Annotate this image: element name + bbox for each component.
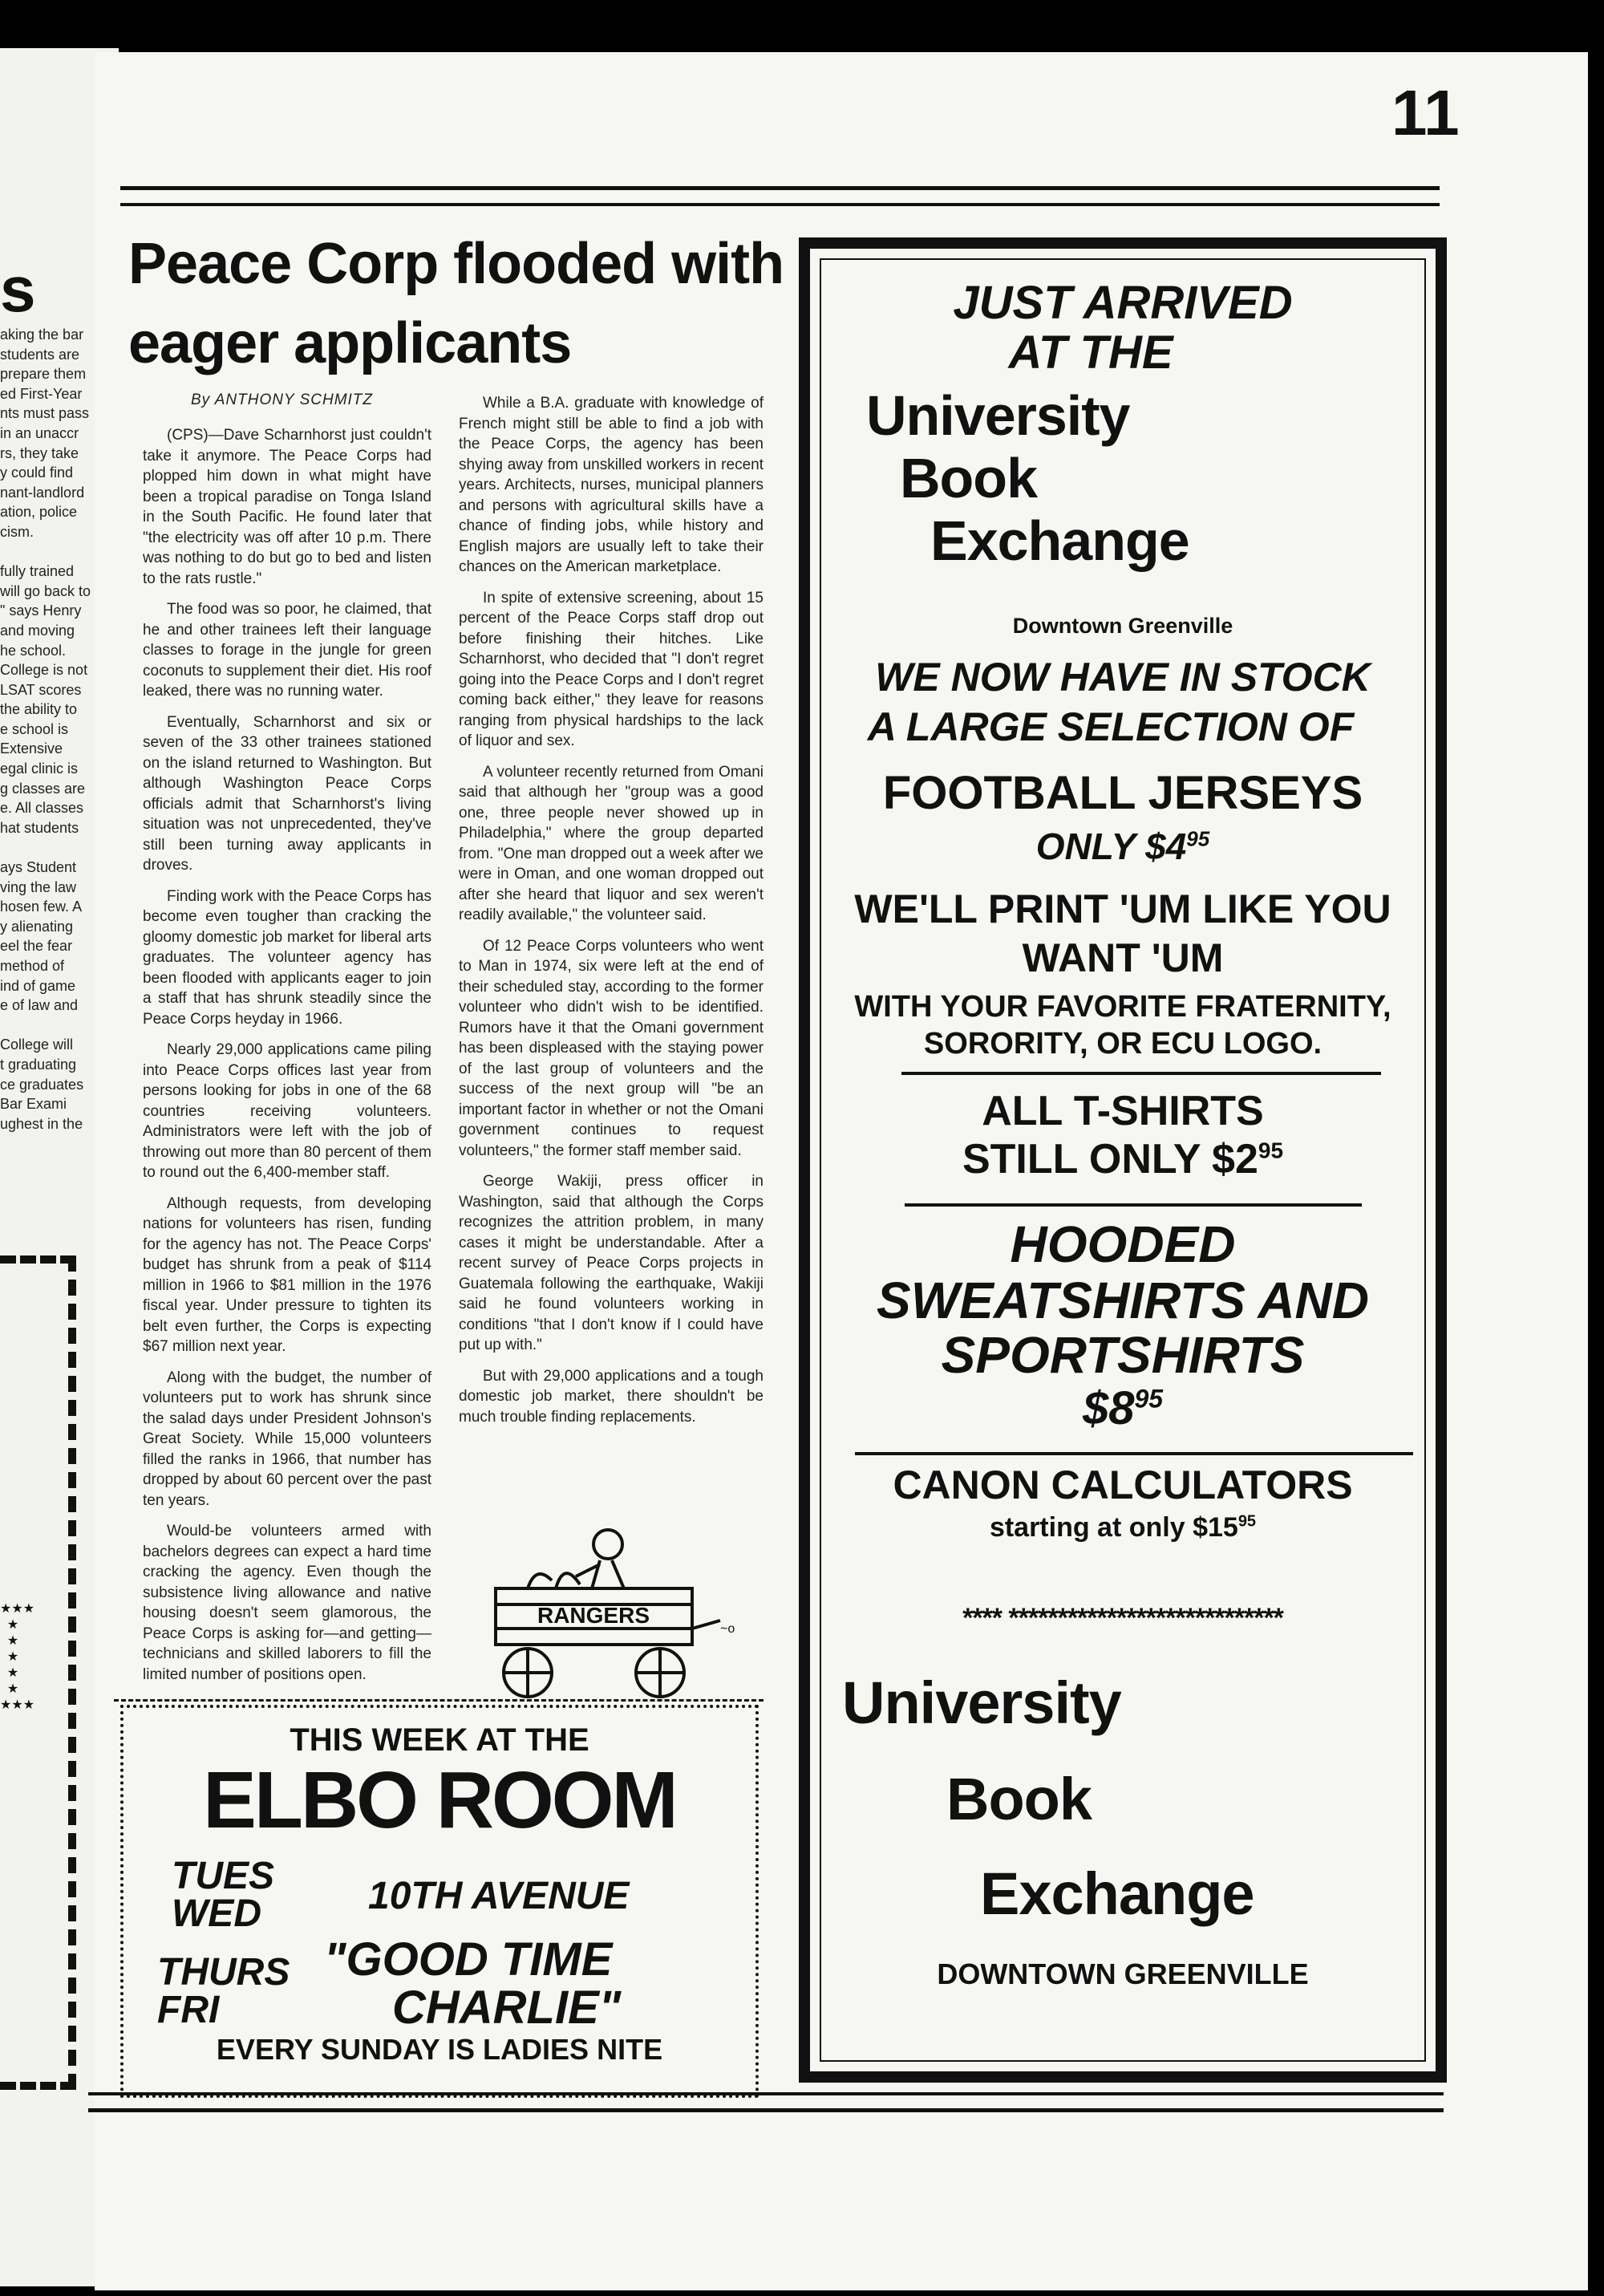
- ube-tshirts-2: [810, 1135, 1436, 1183]
- article-paragraph: Of 12 Peace Corps volunteers who went to Man in 1974, six were left at the end of their scheduled stay, according to the former volunteer who didn't wish to be identified. Rumors have it that the Omani government has been displeased with the staying power of the last group of volunteers and the success of the next group will "be an important factor in whether or not the Omani government continues to request volunteers," the former staff member said.: [459, 937, 764, 1159]
- prev-page-line: e school is: [0, 720, 69, 737]
- prev-page-text: [0, 325, 104, 1134]
- elbo-day-thurs: THURS: [157, 1951, 290, 1994]
- ube-location: Downtown Greenville: [1012, 614, 1233, 638]
- ube-jerseys: FOOTBALL JERSEYS: [882, 767, 1363, 819]
- elbo-room-ad: [120, 1705, 759, 2098]
- prev-page-line: prepare them: [0, 366, 87, 383]
- ube-print-1: WE'LL PRINT 'UM LIKE YOU: [854, 886, 1391, 931]
- prev-page-line: fully trained: [0, 563, 75, 580]
- figure-head: [593, 1530, 622, 1559]
- prev-page-line: ation, police: [0, 504, 78, 521]
- ube-logo-1: WITH YOUR FAVORITE FRATERNITY,: [854, 990, 1391, 1024]
- wagon-label: RANGERS: [537, 1603, 650, 1628]
- prev-page-line: students are: [0, 346, 80, 363]
- prev-page-line: and moving: [0, 622, 75, 639]
- prev-page-line: rs, they take: [0, 444, 79, 461]
- prev-page-line: e. All classes: [0, 800, 84, 817]
- prev-page-line: will go back to: [0, 582, 91, 599]
- elbo-ad-name: ELBO ROOM: [203, 1755, 676, 1845]
- article-byline: By ANTHONY SCHMITZ: [191, 391, 374, 408]
- ube-jersey-price-label: ONLY $4: [1035, 826, 1187, 867]
- ube-stars-divider: **** ****************************: [962, 1603, 1283, 1633]
- elbo-day-wed: WED: [172, 1892, 261, 1935]
- ube-hooded-1: HOODED: [1010, 1215, 1236, 1273]
- ube-name-exchange-2: Exchange: [980, 1860, 1254, 1927]
- prev-page-line: hat students: [0, 819, 79, 836]
- prev-page-line: e of law and: [0, 997, 79, 1014]
- prev-page-stars: ★★★ ★ ★ ★ ★ ★ ★★★: [0, 1602, 35, 1712]
- prev-page-line: nts must pass: [0, 405, 90, 422]
- elbo-venue: 10TH AVENUE: [368, 1875, 630, 1917]
- page-number: 11: [1391, 77, 1460, 148]
- prev-page-line: g classes are: [0, 780, 86, 797]
- prev-page-line: ays Student: [0, 859, 77, 876]
- article-headline: Peace Corp flooded with eager applicants: [128, 232, 784, 375]
- ube-canon-price: [810, 1512, 1436, 1544]
- article-paragraph: Would-be volunteers armed with bachelors degrees can expect a hard time cracking the agency. Even though the subsistence living allowance and native housing doesn't seem glamorous, the Peace Corps is asking for—and getting—technicians and skilled laborers to fill the limited number of positions open.: [143, 1523, 431, 1683]
- ube-stock-1: WE NOW HAVE IN STOCK: [875, 655, 1371, 700]
- prev-page-line: y could find: [0, 464, 74, 481]
- prev-page-line: t graduating: [0, 1056, 77, 1073]
- ube-divider-3: [855, 1452, 1413, 1455]
- prev-page-line: Extensive: [0, 740, 63, 757]
- article-column-1: [143, 425, 431, 1695]
- article-paragraph: Nearly 29,000 applications came piling into Peace Corps offices last year from persons looking for jobs in one of the 68 countries receiving volunteers. Administrators were left with the job of throwing out more than 80 percent of them to round out the 6,400-member staff.: [143, 1041, 431, 1181]
- ube-name-university-2: University: [842, 1669, 1121, 1736]
- rangers-wagon-illustration: [480, 1516, 744, 1705]
- ube-name-university: University: [866, 384, 1130, 447]
- elbo-ad-top: THIS WEEK AT THE: [290, 1722, 589, 1758]
- ube-hooded-2: SWEATSHIRTS AND: [877, 1272, 1369, 1329]
- prev-page-line: College is not: [0, 662, 88, 679]
- ube-hooded-price-cents: 95: [1134, 1384, 1164, 1414]
- ube-name-exchange: Exchange: [930, 509, 1189, 572]
- prev-page-line: ind of game: [0, 977, 76, 994]
- elbo-day-tues: TUES: [172, 1855, 275, 1897]
- university-book-exchange-ad: [799, 237, 1447, 2083]
- elbo-ad-footer: EVERY SUNDAY IS LADIES NITE: [216, 2033, 663, 2066]
- ube-name-book: Book: [900, 447, 1037, 509]
- article-paragraph: George Wakiji, press officer in Washington, said that although the Corps recognizes the attrition problem, in many cases it might be understandable. After a recent survey of Peace Corps projects in Guatemala following the earthquake, Wakiji said he found volunteers working in conditions "that I don't know if I could have put up with.": [459, 1173, 764, 1353]
- elbo-band-line-1: "GOOD TIME: [324, 1933, 613, 1986]
- article-paragraph: In spite of extensive screening, about 15 percent of the Peace Corps staff drop out before finishing their hitches. Like Scharnhorst, who decided that "I don't regret going into the Peace Corps and I don't regret coming back either," they leave for reasons ranging from physical hardships to the lack of liquor and sex.: [459, 589, 764, 749]
- prev-page-line: nant-landlord: [0, 484, 85, 501]
- prev-page-line: he school.: [0, 642, 67, 659]
- prev-page-line: ce graduates: [0, 1076, 84, 1093]
- elbo-band-line-2: CHARLIE": [392, 1982, 622, 2034]
- ube-jersey-price: [810, 825, 1436, 868]
- bottom-rule: [88, 2092, 1444, 2112]
- prev-page-line: method of: [0, 958, 65, 974]
- article-paragraph: Finding work with the Peace Corps has become even tougher than cracking the gloomy domestic job market for liberal arts graduates. The volunteer agency has been flooded with applicants eager to join a staff that has shrunk steadily since the Peace Corps heyday in 1966.: [143, 887, 431, 1028]
- ube-hooded-price-dollars: $8: [1082, 1382, 1135, 1434]
- prev-page-line: egal clinic is: [0, 761, 79, 777]
- article-paragraph: Although requests, from developing nations for volunteers has risen, funding for the agency has not. The Peace Corps' budget has shrunk from a peak of $114 million in 1966 to $81 million in the 1976 fiscal year. Under pressure to tighten its belt even further, the Corps is expecting $67 million next year.: [143, 1195, 431, 1355]
- ube-stock-2: A LARGE SELECTION OF: [867, 704, 1355, 749]
- article-paragraph: Eventually, Scharnhorst and six or seven of the 33 other trainees stationed on the island returned to Washington. But although Washington Peace Corps officials admit that Scharnhorst's living situation was not unprecedented, they've still been turning away applicants in droves.: [143, 713, 431, 874]
- prev-page-line: cism.: [0, 523, 34, 540]
- article-paragraph: A volunteer recently returned from Omani said that although her "group was a good one, three people never showed up in Philadelphia," where the group departed from. "One man dropped out a week after we were in Oman, and one woman dropped out after she heard that liquor and sex weren't readily available," the volunteer said.: [459, 763, 764, 923]
- prev-page-line: hosen few. A: [0, 899, 83, 915]
- article-paragraph: Along with the budget, the number of volunteers put to work has shrunk since the salad days under President Johnson's Great Society. While 15,000 volunteers filled the ranks in 1966, that number has dropped by about 60 percent over the past ten years.: [143, 1369, 431, 1509]
- ube-logo-2: SORORITY, OR ECU LOGO.: [923, 1027, 1322, 1061]
- elbo-day-fri: FRI: [157, 1989, 220, 2031]
- article-paragraph: The food was so poor, he claimed, that he and other trainees left their language classes to forage in the jungle for green coconuts to supplement their diet. His roof leaked, there was no running water.: [143, 601, 431, 700]
- prev-page-line: Bar Exami: [0, 1096, 67, 1113]
- prev-page-line: ughest in the: [0, 1115, 83, 1132]
- ube-just-arrived-1: JUST ARRIVED: [953, 277, 1293, 329]
- ube-divider-1: [901, 1072, 1381, 1075]
- prev-page-line: ving the law: [0, 878, 77, 895]
- ube-canon-cents: 95: [1237, 1512, 1257, 1531]
- ube-tshirts-cents: 95: [1258, 1138, 1284, 1163]
- prev-page-line: aking the bar: [0, 327, 84, 343]
- prev-page-line: LSAT scores: [0, 681, 82, 698]
- article-column-2: [459, 393, 764, 1438]
- ube-canon-price-label: starting at only $15: [989, 1512, 1238, 1543]
- article-paragraph: While a B.A. graduate with knowledge of French might still be able to find a job with the Peace Corps, the agency has been shying away from unskilled workers in recent years. Architects, nurses, municipal planners and persons with agricultural skills have a chance of finding jobs, while history and English majors are usually left to take their chances on the American marketplace.: [459, 395, 764, 575]
- top-rule: [120, 186, 1440, 206]
- ube-divider-2: [905, 1203, 1362, 1207]
- ube-hooded-price: [810, 1381, 1436, 1435]
- prev-page-line: College will: [0, 1036, 74, 1053]
- prev-page-line: eel the fear: [0, 938, 73, 955]
- prev-page-heading: s: [0, 254, 36, 325]
- prev-page-line: the ability to: [0, 701, 78, 718]
- prev-page-line: y alienating: [0, 918, 74, 935]
- ube-tshirts-price: STILL ONLY $2: [962, 1136, 1258, 1182]
- article-paragraph: (CPS)—Dave Scharnhorst just couldn't take it anymore. The Peace Corps had plopped him down in what might have been a tropical paradise on Tonga Island in the South Pacific. He found later that "the electricity was off after 10 p.m. There was nothing to do but go to bed and listen to the rats rustle.": [143, 427, 431, 587]
- ube-jersey-price-cents: 95: [1186, 826, 1210, 851]
- ube-location-2: DOWNTOWN GREENVILLE: [937, 1957, 1309, 1990]
- wagon-scribble: ~o: [720, 1622, 735, 1636]
- prev-page-line: " says Henry: [0, 602, 82, 619]
- article-paragraph: But with 29,000 applications and a tough domestic job market, there shouldn't be much trouble finding replacements.: [459, 1367, 764, 1426]
- ube-just-arrived-2: AT THE: [1008, 327, 1173, 379]
- ube-print-2: WANT 'UM: [1022, 935, 1224, 980]
- prev-page-line: ed First-Year: [0, 385, 83, 402]
- ube-tshirts-1: ALL T-SHIRTS: [982, 1088, 1264, 1134]
- ube-hooded-3: SPORTSHIRTS: [941, 1326, 1305, 1384]
- ube-canon: CANON CALCULATORS: [893, 1462, 1353, 1507]
- prev-page-line: in an unaccr: [0, 424, 79, 441]
- ube-name-book-2: Book: [946, 1766, 1092, 1832]
